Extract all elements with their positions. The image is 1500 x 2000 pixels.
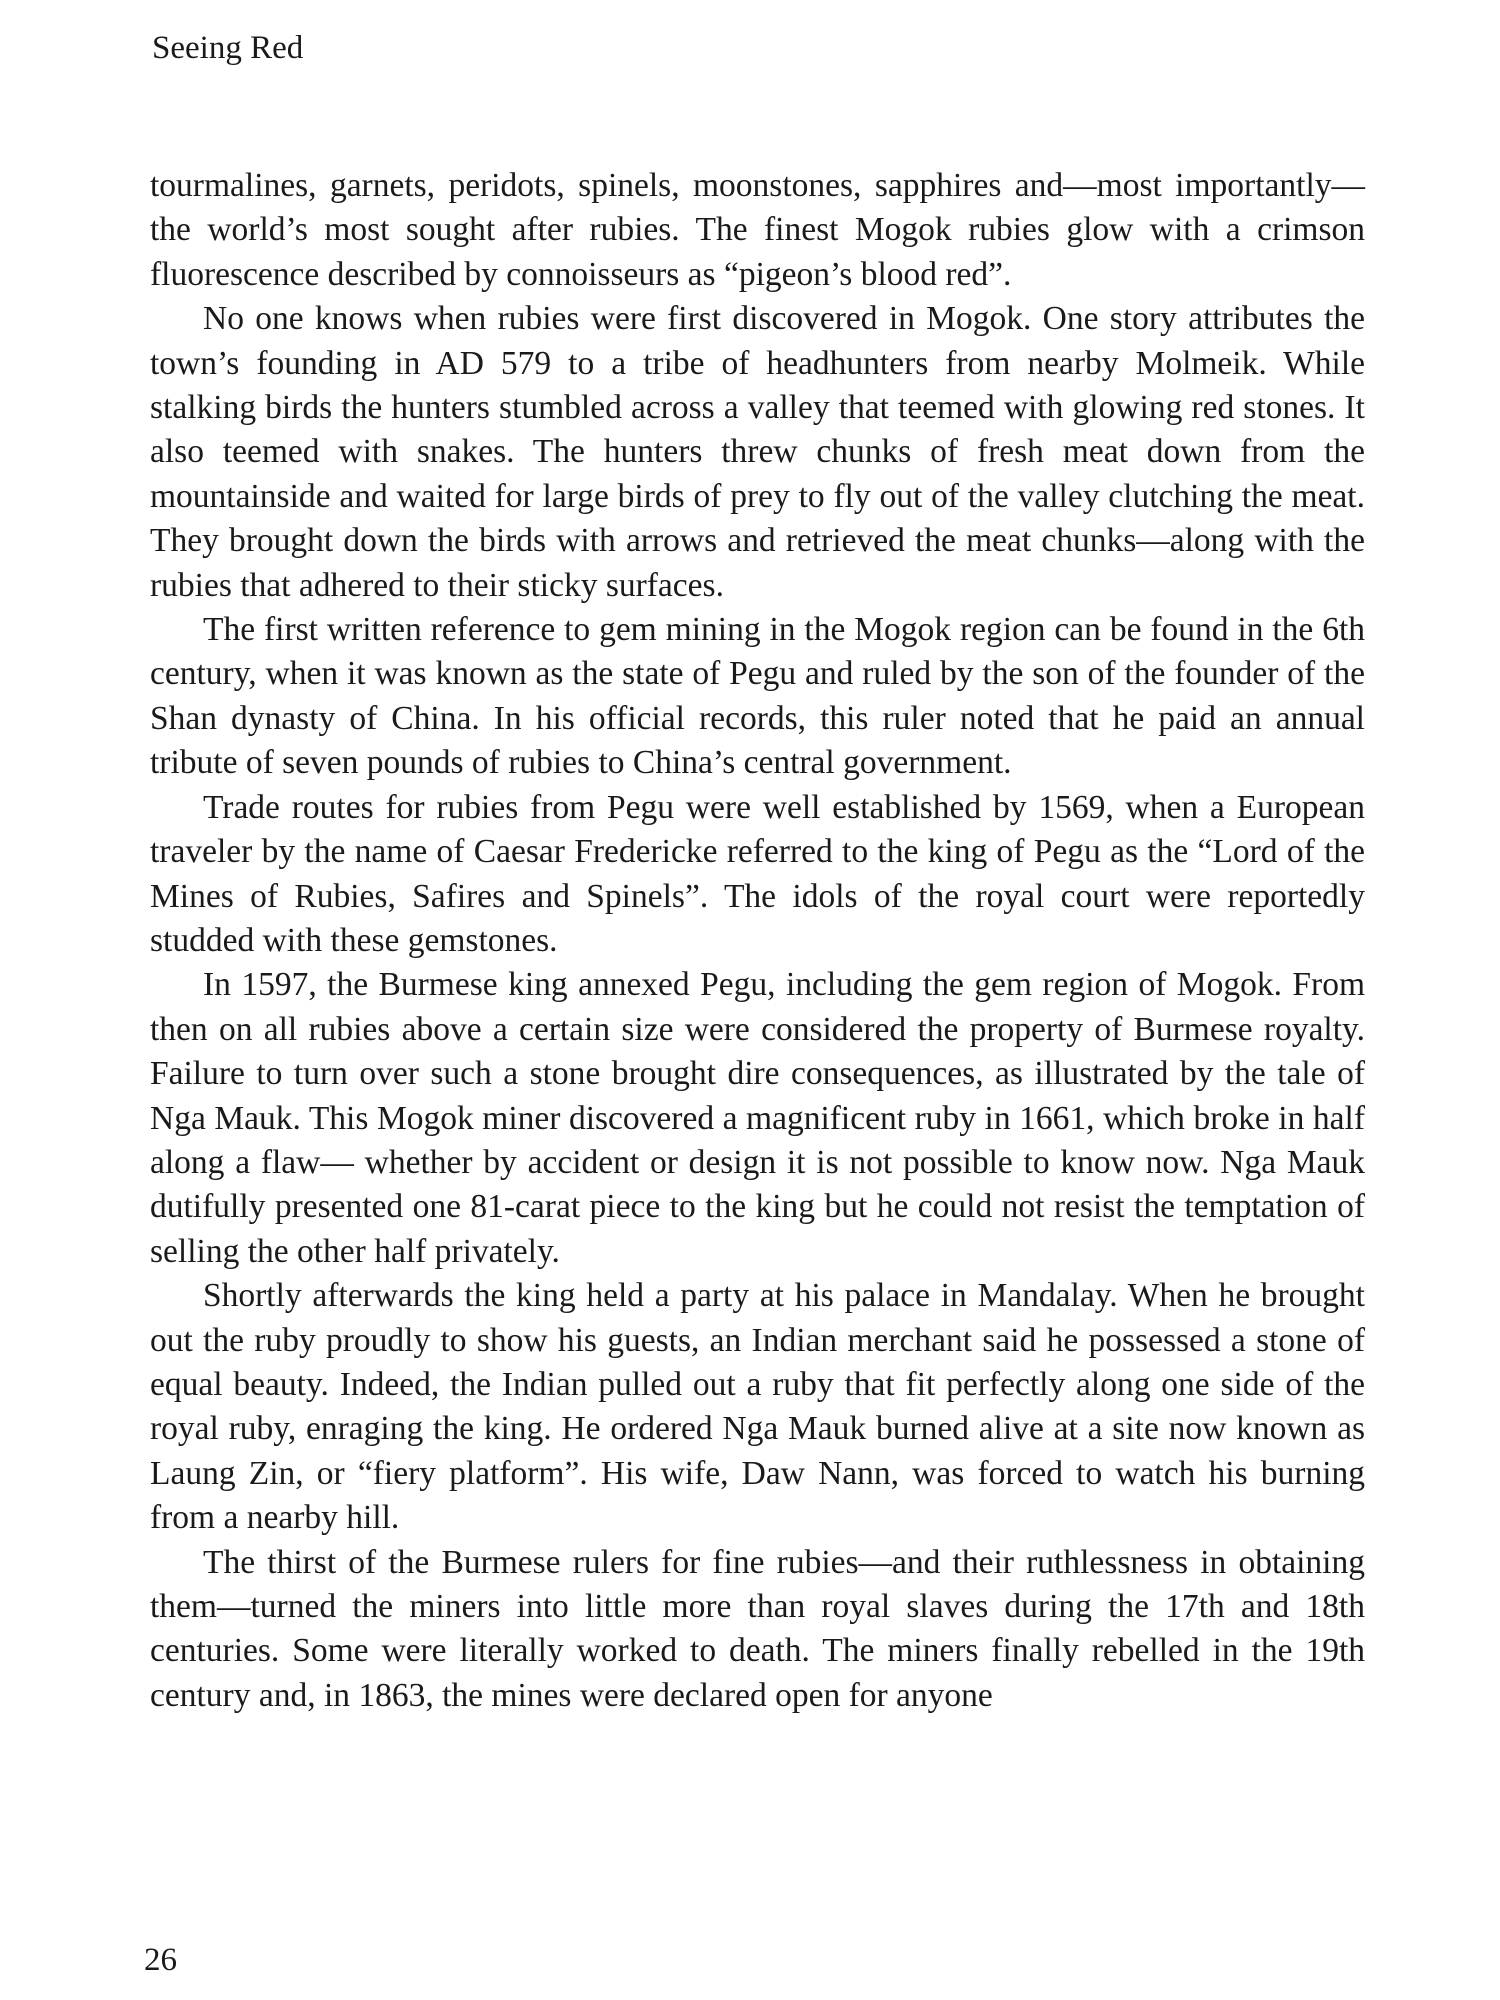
- paragraph-4: Trade routes for rubies from Pegu were well established by 1569, when a European traveler by the name of Caesar Fredericke referred to the king of Pegu as the “Lord of the Mines of Rubies, Safires and Spinels”. The idols of the royal court were reportedly studded with these gemstones.: [150, 788, 1365, 959]
- paragraph-6: Shortly afterwards the king held a party at his palace in Mandalay. When he brought out the ruby proudly to show his guests, an Indian merchant said he possessed a stone of equal beauty. Indeed, the Indian pulled out a ruby that fit perfectly along one side of the royal ruby, enraging the king. He ordered Nga Mauk burned alive at a site now known as Laung Zin, or “fiery platform”. His wife, Daw Nann, was forced to watch his burning from a nearby hill.: [150, 1277, 1365, 1537]
- page-number: 26: [144, 1942, 177, 1978]
- paragraph-5: In 1597, the Burmese king annexed Pegu, including the gem region of Mogok. From then on all rubies above a certain size were considered the property of Burmese royalty. Failure to turn over such a stone brought dire consequences, as illustrated by the tale of Nga Mauk. This Mogok miner discovered a magnificent ruby in 1661, which broke in half along a flaw— whether by accident or design it is not possible to know now. Nga Mauk dutifully presented one 81-carat piece to the king but he could not resist the temptation of selling the other half privately.: [150, 966, 1365, 1270]
- paragraph-1: tourmalines, garnets, peridots, spinels, moonstones, sapphires and—most importantly—the world’s most sought after rubies. The finest Mogok rubies glow with a crimson fluorescence described by connoisseurs as “pigeon’s blood red”.: [150, 167, 1365, 293]
- paragraph-7: The thirst of the Burmese rulers for fine rubies—and their ruthlessness in obtaining them—turned the miners into little more than royal slaves during the 17th and 18th centuries. Some were literally worked to death. The miners finally rebelled in the 19th century and, in 1863, the mines were declared open for anyone: [150, 1543, 1365, 1714]
- paragraph-3: The first written reference to gem mining in the Mogok region can be found in the 6th century, when it was known as the state of Pegu and ruled by the son of the founder of the Shan dynasty of China. In his official records, this ruler noted that he paid an annual tribute of seven pounds of rubies to China’s central government.: [150, 611, 1365, 782]
- running-head: Seeing Red: [152, 30, 304, 66]
- body-text: [150, 164, 1365, 1718]
- paragraph-2: No one knows when rubies were first discovered in Mogok. One story attributes the town’s founding in AD 579 to a tribe of headhunters from nearby Molmeik. While stalking birds the hunters stumbled across a valley that teemed with glowing red stones. It also teemed with snakes. The hunters threw chunks of fresh meat down from the mountainside and waited for large birds of prey to fly out of the valley clutching the meat. They brought down the birds with arrows and retrieved the meat chunks—along with the rubies that adhered to their sticky surfaces.: [150, 300, 1365, 604]
